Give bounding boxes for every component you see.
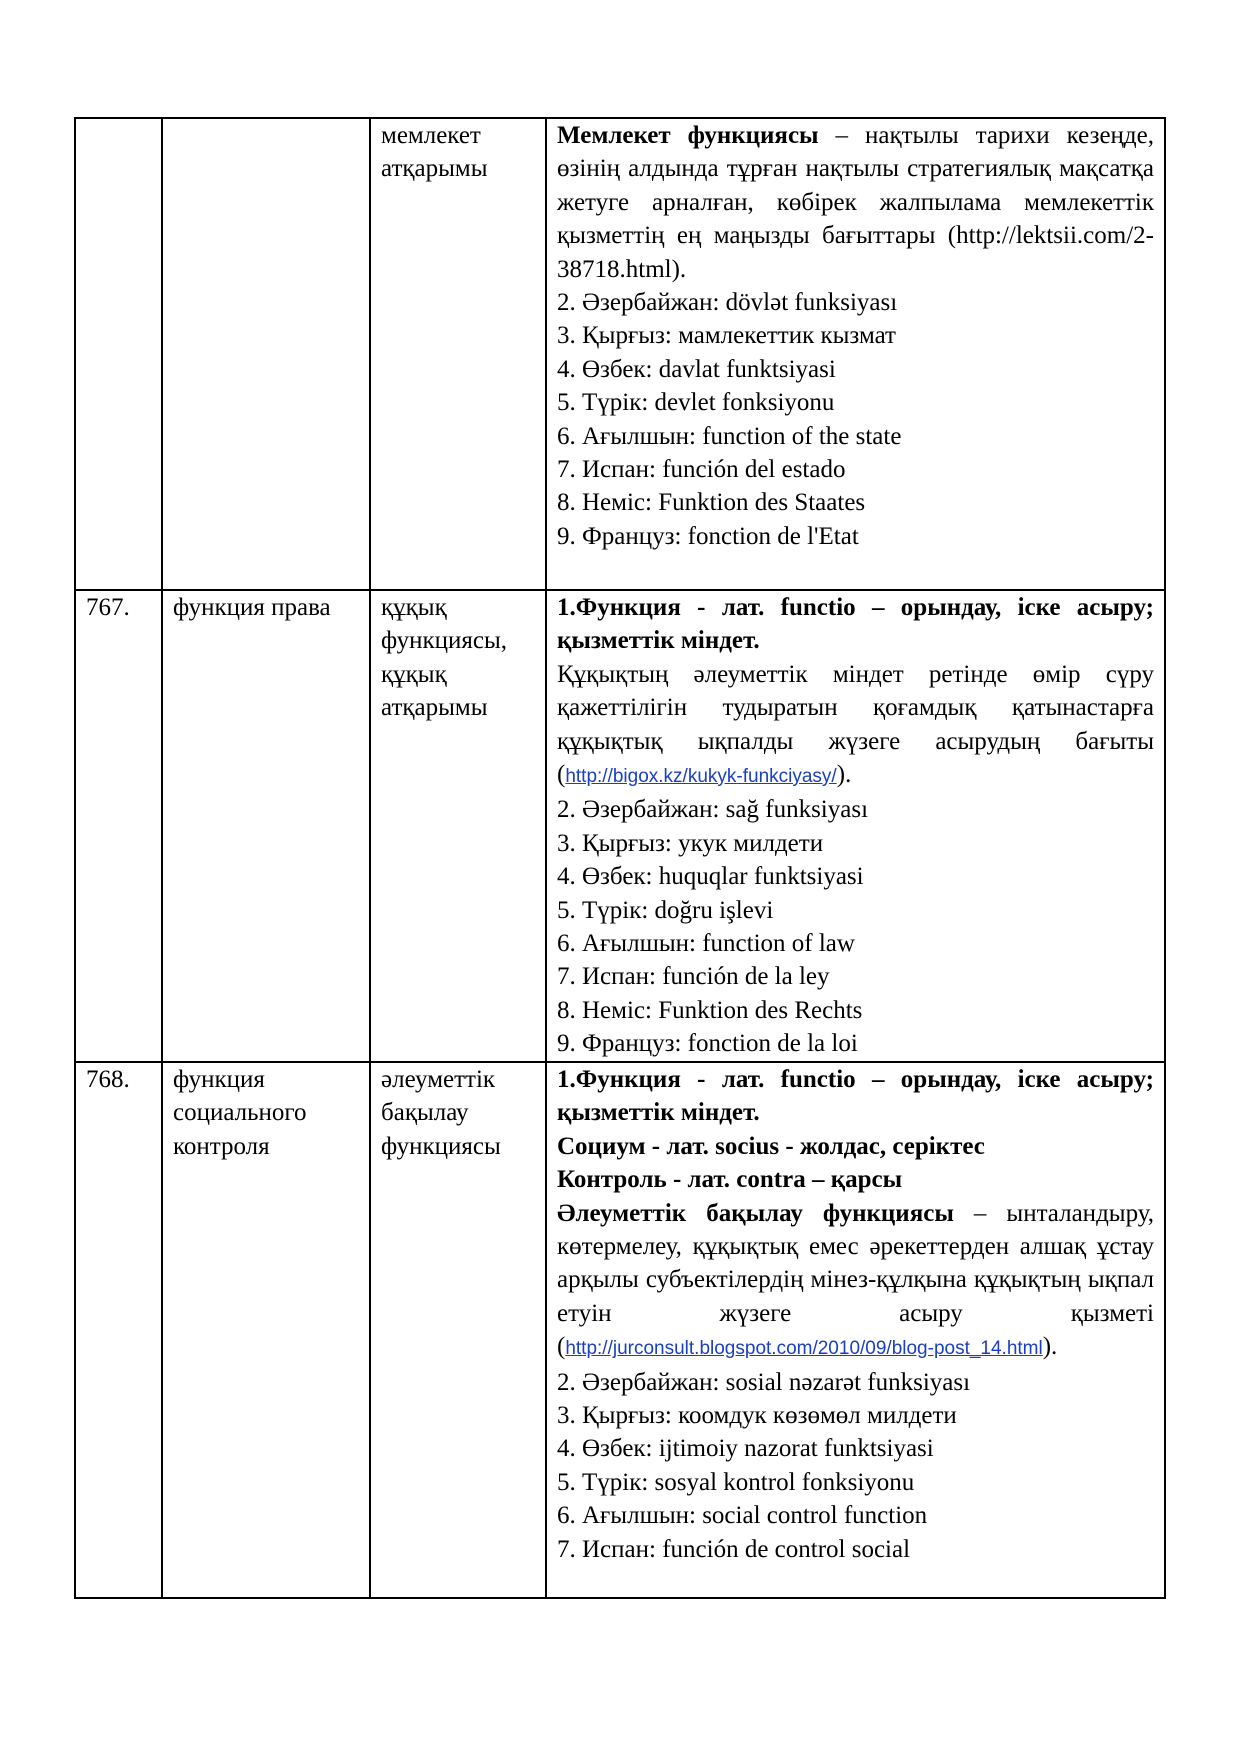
definition-text: – ынталандыру, көтермелеу, құқықтық емес әрекеттерден алшақ ұстау арқылы субъектілердің мінез-құлқына құқықтың ықпал етуін жүзеге асыру қызметі <box>557 1199 1154 1327</box>
translation-line: 7. Испан: función del estado <box>557 456 846 484</box>
entry-number-cell: 768. <box>75 1062 162 1598</box>
definition-cell <box>546 118 1165 590</box>
translation-line: 6. Ағылшын: social control function <box>557 1502 928 1530</box>
translation-line: 2. Әзербайжан: dövlət funksiyası <box>557 289 898 317</box>
kazakh-term-cell: құқық функциясы, құқық атқарымы <box>370 590 546 1062</box>
kazakh-term-cell: әлеуметтік бақылау функциясы <box>370 1062 546 1598</box>
definition-paragraph: Әлеуметтік бақылау функциясы – ынталандыру, көтермелеу, құқықтық емес әрекеттерден алшақ ұстау арқылы субъектілердің мінез-құлқына құқықтың ықпал етуін жүзеге асыру қызметі (http://jurconsult.blogspot.com/2010/09/blog-post_14.html). <box>557 1199 1154 1361</box>
entry-number-cell <box>75 118 162 590</box>
source-link[interactable]: http://bigox.kz/kukyk-funkciyasy/ <box>565 766 837 788</box>
kazakh-term-cell: мемлекет атқарымы <box>370 118 546 590</box>
russian-term-cell: функция социального контроля <box>162 1062 370 1598</box>
translation-line: 2. Әзербайжан: sağ funksiyası <box>557 796 869 824</box>
definition-cell <box>546 1062 1165 1598</box>
etymology-text: 1.Функция - лат. functio – орындау, іске асыру; қызметтік міндет. <box>557 594 1154 655</box>
entry-number-cell: 767. <box>75 590 162 1062</box>
definition-cell <box>546 590 1165 1062</box>
translation-line: 3. Қырғыз: укук милдети <box>557 829 824 857</box>
translation-line: 6. Ағылшын: function of the state <box>557 422 902 450</box>
etymology-text: 1.Функция - лат. functio – орындау, іске асыру; қызметтік міндет. <box>557 1066 1154 1127</box>
term-heading: Мемлекет функциясы <box>557 122 819 149</box>
translation-line: 4. Өзбек: davlat funktsiyasi <box>557 355 836 383</box>
definition-text: Құқықтың әлеуметтік міндет ретінде өмір сүру қажеттілігін тудыратын қоғамдық қатынастарға құқықтық ықпалды жүзеге асырудың бағыты <box>557 660 1154 755</box>
translation-line: 5. Түрік: devlet fonksiyonu <box>557 389 835 417</box>
term-heading: Әлеуметтік бақылау функциясы <box>557 1199 954 1227</box>
table-row <box>75 118 1165 590</box>
etymology-text: Контроль - лат. contra – қарсы <box>557 1166 903 1194</box>
translation-line: 8. Неміс: Funktion des Staates <box>557 489 866 517</box>
translation-line: 7. Испан: función de la ley <box>557 963 830 991</box>
translation-line: 9. Француз: fonction de l'Etat <box>557 522 859 550</box>
translation-line: 2. Әзербайжан: sosial nəzarət funksiyası <box>557 1368 971 1396</box>
translation-line: 4. Өзбек: ijtimoiy nazorat funktsiyasi <box>557 1435 934 1463</box>
translation-line: 5. Түрік: sosyal kontrol fonksiyonu <box>557 1468 915 1496</box>
translation-line: 9. Француз: fonction de la loi <box>557 1030 858 1058</box>
translation-line: 7. Испан: función de control social <box>557 1535 911 1563</box>
glossary-table <box>74 117 1166 1599</box>
table-row <box>75 590 1165 1062</box>
translation-line: 5. Түрік: doğru işlevi <box>557 896 774 924</box>
translation-line: 4. Өзбек: huquqlar funktsiyasi <box>557 863 864 891</box>
translation-line: 3. Қырғыз: коомдук көзөмөл милдети <box>557 1402 957 1430</box>
translation-line: 3. Қырғыз: мамлекеттик кызмат <box>557 322 896 350</box>
definition-text: – нақтылы тарихи кезеңде, өзінің алдында тұрған нақтылы стратегиялық мақсатқа жетуге арналған, көбірек жалпылама мемлекеттік қызметтің ең маңызды бағыттары (http://lektsii.com/2-38718.html). <box>557 122 1154 283</box>
etymology-text: Социум - лат. socius - жолдас, серіктес <box>557 1132 985 1160</box>
translation-line: 6. Ағылшын: function of law <box>557 930 855 958</box>
source-link[interactable]: http://jurconsult.blogspot.com/2010/09/blog-post_14.html <box>565 1338 1043 1360</box>
table-row <box>75 1062 1165 1598</box>
russian-term-cell: функция права <box>162 590 370 1062</box>
definition-paragraph <box>557 119 1154 286</box>
translation-line: 8. Неміс: Funktion des Rechts <box>557 996 863 1024</box>
definition-paragraph: Құқықтың әлеуметтік міндет ретінде өмір сүру қажеттілігін тудыратын қоғамдық қатынастарға құқықтық ықпалды жүзеге асырудың бағыты (http://bigox.kz/kukyk-funkciyasy/). <box>557 660 1154 789</box>
russian-term-cell <box>162 118 370 590</box>
